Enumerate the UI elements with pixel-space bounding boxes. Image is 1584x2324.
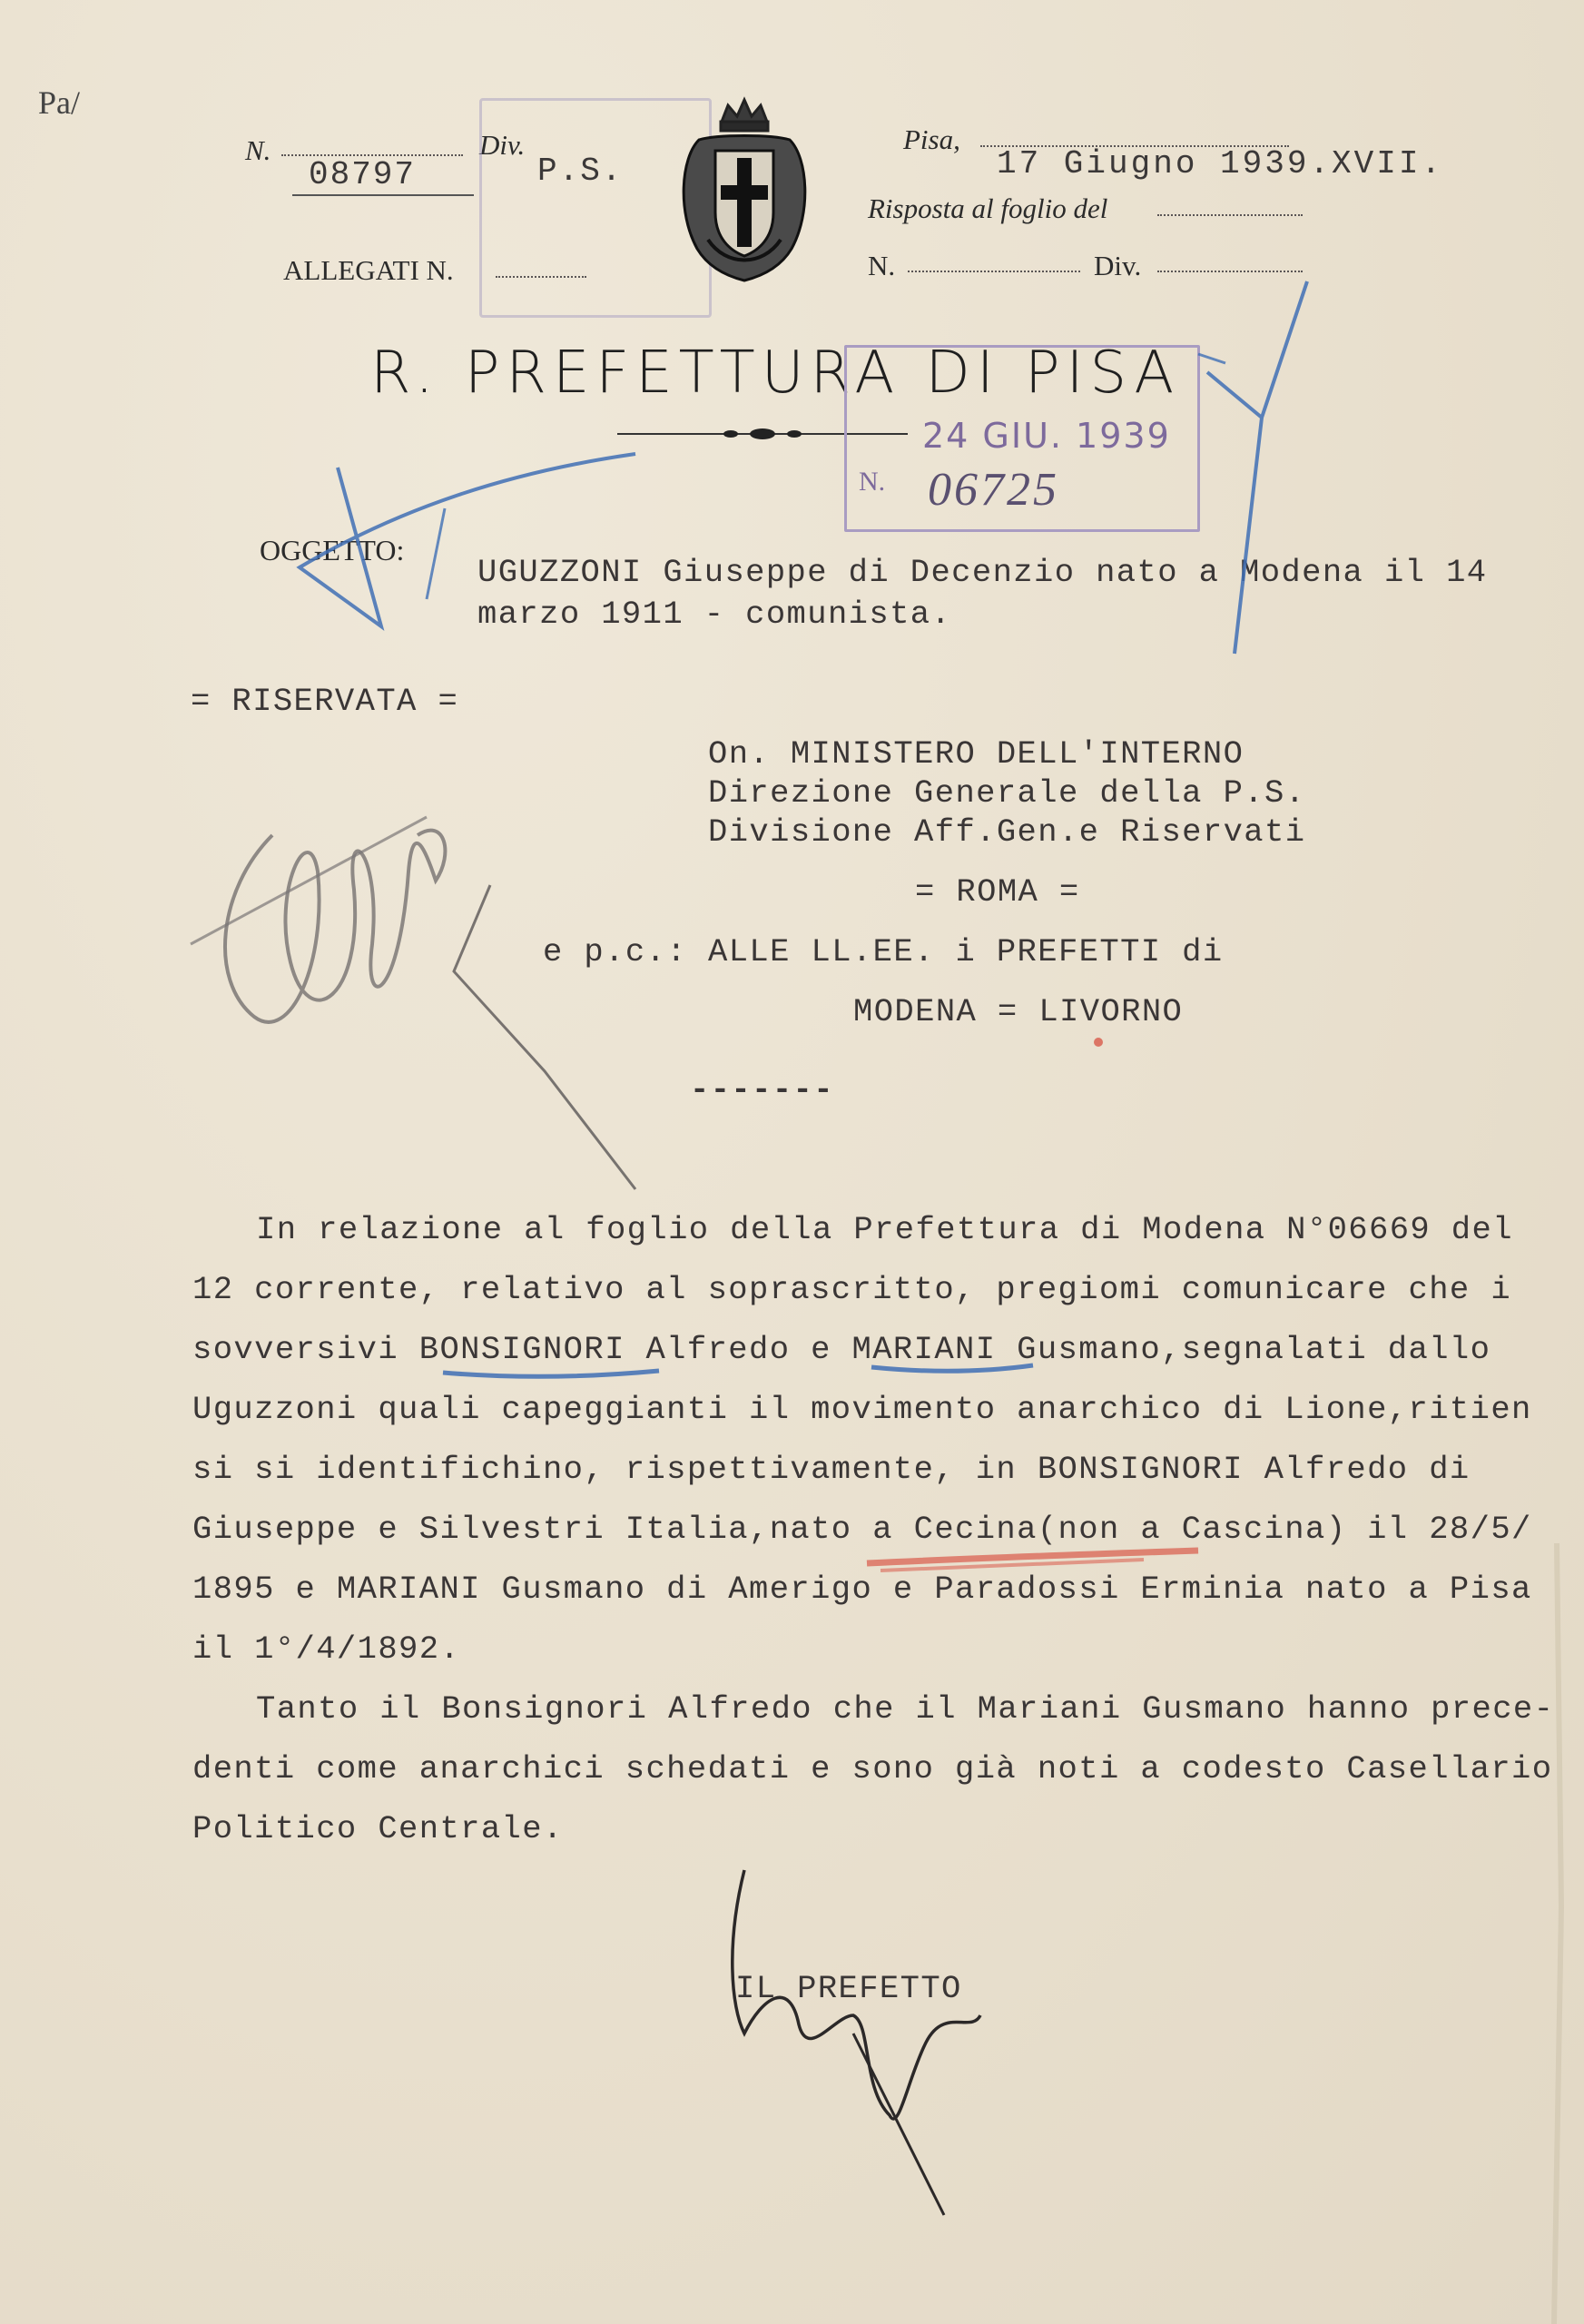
separator-line: ------- (690, 1071, 834, 1108)
reply-number-label: N. (868, 250, 896, 281)
allegati-label: ALLEGATI N. (283, 254, 454, 286)
office-heading: R. PREFETTURA DI PISA (370, 340, 1181, 407)
reply-division-label: Div. (1094, 250, 1142, 281)
subject-line-2: marzo 1911 - comunista. (477, 596, 952, 633)
body-line-11: Politico Centrale. (192, 1810, 564, 1847)
body-line-8: il 1°/4/1892. (192, 1630, 461, 1668)
risposta-label: Risposta al foglio del (868, 192, 1108, 224)
body-line-2: 12 corrente, relativo al soprascritto, pregiomi comunicare che i (192, 1271, 1512, 1308)
body-line-4: Uguzzoni quali capeggianti il movimento anarchico di Lione,ritien (192, 1391, 1532, 1428)
received-stamp-date: 24 GIU. 1939 (922, 416, 1171, 456)
confidential-mark: = RISERVATA = (191, 683, 459, 720)
body-line-5: si si identifichino, rispettivamente, in BONSIGNORI Alfredo di (192, 1451, 1471, 1488)
addressee-line-2: Direzione Generale della P.S. (708, 774, 1306, 812)
protocol-number-label: N. (245, 134, 271, 166)
body-line-10: denti come anarchici schedati e sono già noti a codesto Casellario (192, 1750, 1553, 1787)
body-line-6: Giuseppe e Silvestri Italia,nato a Cecina(non a Cascina) il 28/5/ (192, 1511, 1532, 1548)
corner-note: Pa/ (38, 84, 81, 121)
addressee-line-1: On. MINISTERO DELL'INTERNO (708, 735, 1245, 773)
body-line-9: Tanto il Bonsignori Alfredo che il Mariani Gusmano hanno prece- (256, 1690, 1555, 1728)
addressee-line-3: Divisione Aff.Gen.e Riservati (708, 813, 1306, 851)
division-label: Div. (479, 129, 526, 161)
division-value: P.S. (537, 153, 624, 190)
place-label: Pisa, (903, 123, 960, 155)
copy-to-label: e p.c.: (543, 933, 687, 970)
received-stamp-n-label: N. (859, 467, 886, 497)
subject-line-1: UGUZZONI Giuseppe di Decenzio nato a Modena il 14 (477, 554, 1488, 591)
signatory-title: IL PREFETTO (735, 1970, 962, 2007)
body-line-1: In relazione al foglio della Prefettura di Modena N°06669 del (256, 1211, 1513, 1248)
document-date: 17 Giugno 1939.XVII. (997, 145, 1444, 182)
addressee-city: = ROMA = (915, 873, 1080, 911)
received-stamp-number: 06725 (928, 464, 1059, 516)
copy-to-line-1: ALLE LL.EE. i PREFETTI di (708, 933, 1224, 970)
subject-label: OGGETTO: (260, 534, 405, 566)
body-line-7: 1895 e MARIANI Gusmano di Amerigo e Paradossi Erminia nato a Pisa (192, 1571, 1532, 1608)
protocol-number-value: 08797 (309, 156, 417, 193)
body-line-3: sovversivi BONSIGNORI Alfredo e MARIANI Gusmano,segnalati dallo (192, 1331, 1491, 1368)
copy-to-line-2: MODENA = LIVORNO (853, 993, 1184, 1030)
